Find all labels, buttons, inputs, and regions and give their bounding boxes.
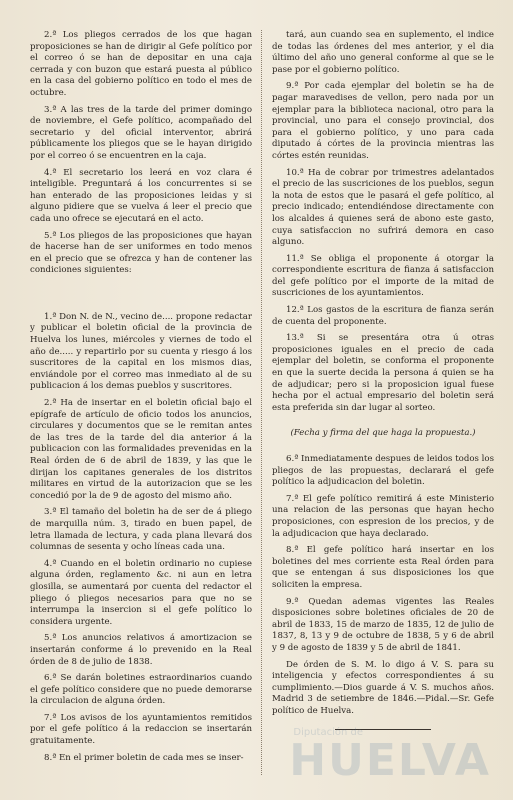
paragraph: 2.ª Los pliegos cerrados de los que hagan proposiciones se han de dirigir al Gefe político por el correo ó se han de depositar en una caja cerrada y con buzon que estará puesta al público en la casa del gobierno político en todo el mes de octubre. [30,30,252,98]
watermark-subtitle: Diputación de [293,727,363,738]
paragraph: 4.ª El secretario los leerá en voz clara é inteligible. Preguntará á los concurrentes si se han enterado de las proposiciones leidas y si alguno pidiere que se vuelva á leer el precio que cada uno ofrece se ejecutará en el acto. [30,167,252,224]
paragraph: 13.ª Si se presentára otra ú otras proposiciones iguales en el precio de cada ejemplar del boletin, se conforma el proponente en que la suerte decida la persona á quien se ha de adjudicar; pero si la proposicion igual fuese hecha por el actual empresario del boletin será esta preferida sin dar lugar al sorteo. [272,333,494,413]
paragraph: 9.ª Por cada ejemplar del boletin se ha de pagar maravedises de vellon, pero nada por un ejemplar para la biblioteca nacional, otro para la provincial, uno para el consejo provincial, dos para el gobierno político, y uno para cada diputado á córtes de la provincia mientras las córtes estén reunidas. [272,81,494,161]
column-divider [261,30,262,775]
spacer [30,282,252,312]
paragraph: 7.ª El gefe político remitirá á este Ministerio una relacion de las personas que hayan hecho proposiciones, con espresion de los precios, y de la adjudicacion que haya declarado. [272,493,494,539]
paragraph: De órden de S. M. lo digo á V. S. para su inteligencia y efectos correspondientes á su cumplimiento.—Dios guarde á V. S. muchos años. Madrid 3 de setiembre de 1846.—Pidal.—Sr. Gefe político de Huelva. [272,659,494,716]
paragraph: 9.ª Quedan ademas vigentes las Reales disposiciones sobre boletines oficiales de 20 de abril de 1833, 15 de marzo de 1835, 12 de julio de 1837, 8, 13 y 9 de octubre de 1838, 5 y 6 de abril y 9 de agosto de 1839 y 5 de abril de 1841. [272,596,494,653]
paragraph: 5.ª Los pliegos de las proposiciones que hayan de hacerse han de ser uniformes en todo menos en el precio que se ofrezca y han de contener las condiciones siguientes: [30,230,252,276]
paragraph: 12.ª Los gastos de la escritura de fianza serán de cuenta del proponente. [272,305,494,327]
paragraph: 1.ª Don N. de N., vecino de.... propone redactar y publicar el boletin oficial de la provincia de Huelva los lunes, miércoles y viernes de todo el año de..... y repartirlo por su cuenta y riesgo á los suscritores de la capital en los mismos dias, enviándole por el correo mas inmediato al de su publicacion á los demas pueblos y suscritores. [30,311,252,392]
paragraph: 5.ª Los anuncios relativos á amortizacion se insertarán conforme á lo prevenido en la Real órden de 8 de julio de 1838. [30,633,252,667]
paragraph: 10.ª Ha de cobrar por trimestres adelantados el precio de las suscriciones de los pueblos, segun la nota de estos que le pasará el gefe político, al precio indicado; entendiéndose directamente con los alcaldes á quienes será de abono este gasto, cuya satisfaccion no sufrirá demora en caso alguno. [272,167,494,248]
paragraph: 6.ª Inmediatamente despues de leidos todos los pliegos de las propuestas, declarará el gefe político la adjudicacion del boletin. [272,454,494,488]
paragraph: 6.ª Se darán boletines estraordinarios cuando el gefe político considere que no puede demorarse la circulacion de alguna órden. [30,673,252,707]
paragraph: 3.ª El tamaño del boletin ha de ser de á pliego de marquilla núm. 3, tirado en buen papel, de letra llamada de lectura, y cada plana llevará dos columnas de sesenta y ocho líneas cada una. [30,507,252,553]
paragraph: 8.ª El gefe político hará insertar en los boletines del mes corriente esta Real órden para que se entengan á sus disposiciones los que soliciten la empresa. [272,545,494,590]
paragraph: 3.ª A las tres de la tarde del primer domingo de noviembre, el Gefe político, acompañado del secretario y del oficial interventor, abrirá públicamente los pliegos que se le hayan dirigido por el correo ó se encuentren en la caja. [30,104,252,161]
paragraph: tará, aun cuando sea en suplemento, el indice de todas las órdenes del mes anterior, y el dia último del año uno general conforme al que se le pase por el gobierno político. [272,30,494,75]
right-column [272,30,494,730]
paragraph: 7.ª Los avisos de los ayuntamientos remitidos por el gefe político á la redaccion se insertarán gratuitamente. [30,712,252,747]
paragraph: 2.ª Ha de insertar en el boletin oficial bajo el epígrafe de artículo de oficio todos los anuncios, circulares y documentos que se le remitan antes de las tres de la tarde del dia anterior á la publicacion con las formalidades prevenidas en la Real órden de 6 de abril de 1839, y las que le dirijan los capitanes generales de los distritos militares en virtud de la autorizacion que se les concedió por la de 9 de agosto del mismo año. [30,398,252,501]
paragraph: 4.ª Cuando en el boletin ordinario no cupiese alguna órden, reglamento &c. ni aun en letra glosilla, se aumentará por cuenta del redactor el pliego ó pliegos necesarios para que no se interrumpa la insercion si el gefe político lo considera urgente. [30,558,252,627]
paragraph: 8.ª En el primer boletin de cada mes se inser- [44,752,244,763]
signature-note: (Fecha y firma del que haga la propuesta.) [290,428,476,439]
left-column [30,30,252,769]
watermark-logo: HUELVA [289,735,491,786]
paragraph: 11.ª Se obliga el proponente á otorgar la correspondiente escritura de fianza á satisfaccion del gefe político por el importe de la mitad de suscriciones de los ayuntamientos. [272,253,494,299]
